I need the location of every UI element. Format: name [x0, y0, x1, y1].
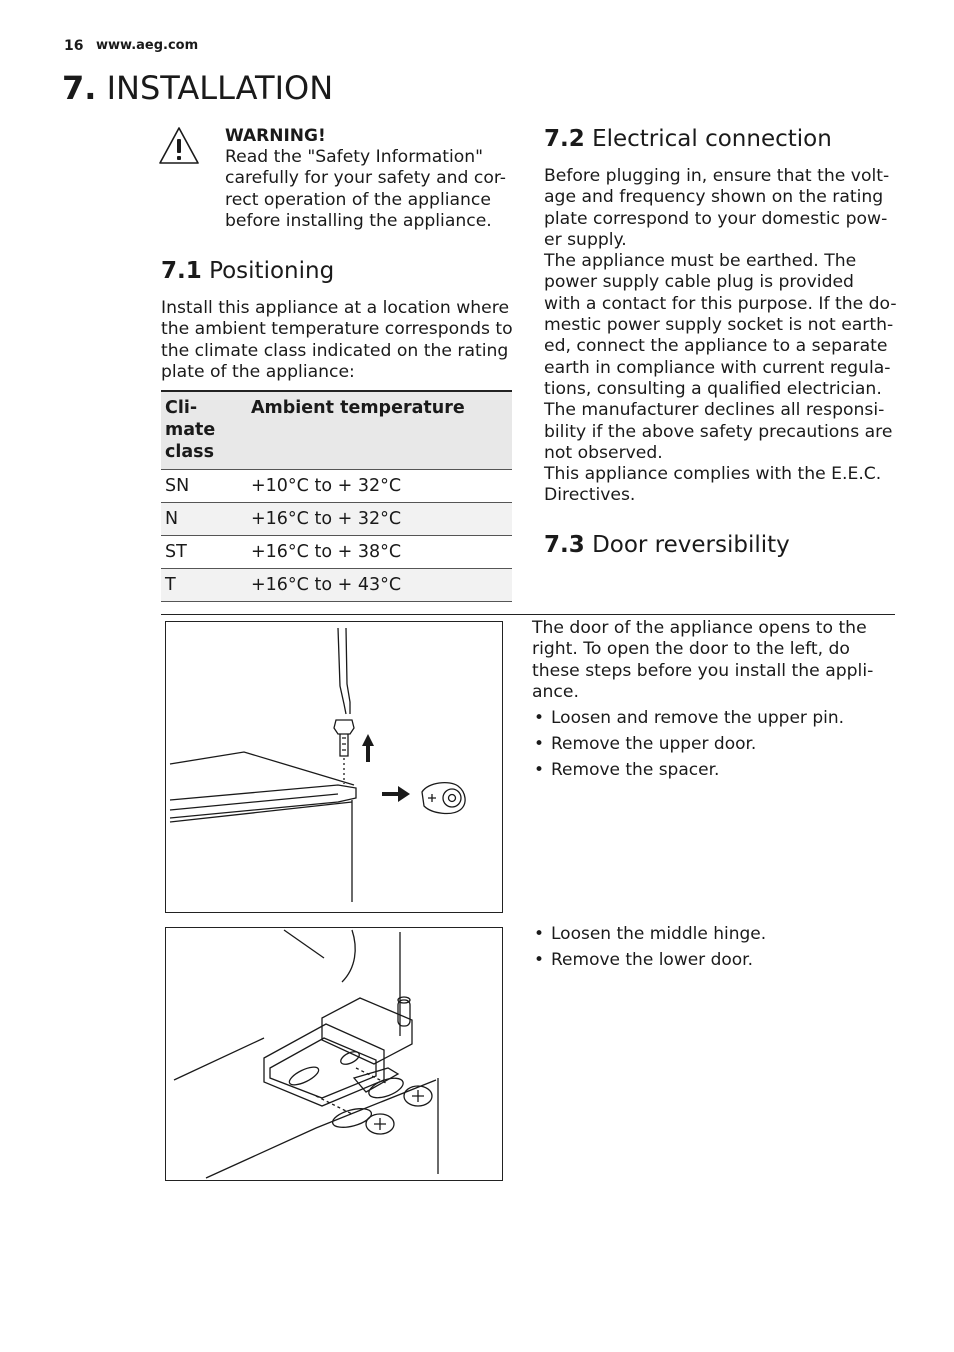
- text-line: Before plugging in, ensure that the volt-: [544, 166, 890, 186]
- cell-temperature: +16°C to + 38°C: [247, 536, 512, 569]
- section-title: Door reversibility: [592, 532, 790, 558]
- text-line: Install this appliance at a location where: [161, 298, 510, 318]
- table-row: [161, 536, 512, 569]
- section-heading-door: [544, 530, 790, 560]
- text-line: This appliance complies with the E.E.C.: [544, 464, 882, 485]
- section-heading-positioning: [161, 256, 334, 286]
- cell-temperature: +16°C to + 32°C: [247, 503, 512, 536]
- table-row: [161, 470, 512, 503]
- text-line: The appliance must be earthed. The: [544, 251, 857, 272]
- text-line: The door of the appliance opens to the: [532, 618, 867, 638]
- list-item: • Remove the lower door.: [532, 947, 892, 973]
- chapter-title: [62, 66, 333, 110]
- cell-class: N: [161, 503, 247, 536]
- header-climate-class: [161, 391, 247, 470]
- list-item: • Remove the upper door.: [532, 731, 892, 757]
- warning-title: WARNING!: [225, 126, 326, 146]
- header-line: class: [165, 442, 215, 462]
- text-line: ance.: [532, 681, 579, 702]
- section-divider: [161, 614, 895, 615]
- list-item: • Loosen the middle hinge.: [532, 921, 892, 947]
- table-row: [161, 569, 512, 602]
- warning-triangle-icon: [158, 126, 200, 166]
- header-ambient-temperature: Ambient temperature: [247, 391, 512, 470]
- text-line: ed, connect the appliance to a separate: [544, 336, 888, 357]
- text-line: the climate class indicated on the rating: [161, 340, 509, 361]
- middle-hinge-figure: [165, 927, 503, 1181]
- text-line: mestic power supply socket is not earth-: [544, 315, 894, 336]
- text-line: plate correspond to your domestic pow-: [544, 208, 888, 229]
- table-row: [161, 503, 512, 536]
- list-item: • Remove the spacer.: [532, 757, 892, 783]
- section-number: 7.1: [161, 258, 202, 284]
- cell-temperature: +16°C to + 43°C: [247, 569, 512, 602]
- cell-class: T: [161, 569, 247, 602]
- chapter-number: 7.: [62, 69, 97, 107]
- text-line: earth in compliance with current regula-: [544, 357, 891, 378]
- warning-text: [225, 147, 515, 232]
- website-url[interactable]: www.aeg.com: [96, 38, 199, 53]
- door-intro-text: [532, 618, 892, 703]
- text-line: not observed.: [544, 442, 663, 463]
- list-item: • Loosen and remove the upper pin.: [532, 705, 892, 731]
- cell-class: ST: [161, 536, 247, 569]
- text-line: The manufacturer declines all responsi-: [544, 400, 885, 421]
- header-line: mate: [165, 420, 216, 440]
- section-heading-electrical: [544, 124, 832, 154]
- cell-class: SN: [161, 470, 247, 503]
- warning-line: carefully for your safety and cor-: [225, 168, 506, 189]
- upper-pin-removal-figure: [165, 621, 503, 913]
- text-line: bility if the above safety precautions are: [544, 421, 893, 442]
- text-line: Directives.: [544, 485, 636, 506]
- header-line: Cli-: [165, 398, 198, 418]
- door-steps-list-2: [532, 921, 892, 973]
- section-title: Electrical connection: [592, 126, 832, 152]
- text-line: er supply.: [544, 229, 627, 250]
- cell-temperature: +10°C to + 32°C: [247, 470, 512, 503]
- text-line: with a contact for this purpose. If the do-: [544, 293, 897, 314]
- page-number: 16: [64, 38, 84, 54]
- chapter-title-text: INSTALLATION: [106, 69, 334, 107]
- text-line: age and frequency shown on the rating: [544, 187, 884, 208]
- electrical-text: [544, 166, 900, 507]
- text-line: plate of the appliance:: [161, 361, 355, 382]
- warning-line: rect operation of the appliance: [225, 189, 491, 210]
- door-steps-list-1: [532, 705, 892, 783]
- section-number: 7.3: [544, 532, 585, 558]
- section-number: 7.2: [544, 126, 585, 152]
- text-line: power supply cable plug is provided: [544, 272, 854, 293]
- positioning-text: [161, 298, 516, 383]
- warning-line: Read the "Safety Information": [225, 147, 484, 167]
- text-line: the ambient temperature corresponds to: [161, 319, 513, 340]
- text-line: right. To open the door to the left, do: [532, 639, 850, 660]
- table-header-row: [161, 391, 512, 470]
- warning-line: before installing the appliance.: [225, 210, 492, 231]
- text-line: tions, consulting a qualified electrician.: [544, 378, 882, 399]
- climate-class-table: [161, 390, 512, 602]
- section-title: Positioning: [209, 258, 335, 284]
- text-line: these steps before you install the appli-: [532, 660, 874, 681]
